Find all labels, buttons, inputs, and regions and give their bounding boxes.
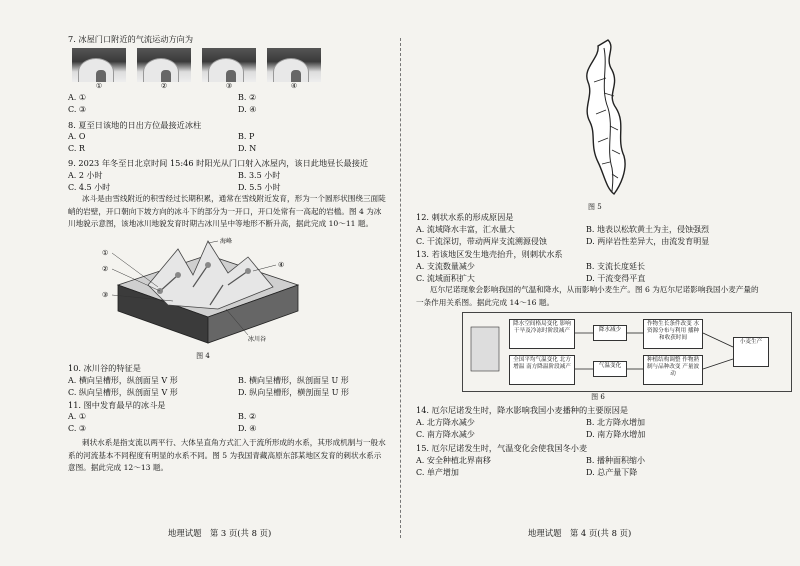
q13-option-a[interactable]: A. 支流数量减少: [416, 262, 475, 271]
q7-option-d[interactable]: D. ④: [238, 105, 257, 114]
q10-option-c[interactable]: C. 纵向呈槽形，纵剖面呈 V 形: [68, 388, 178, 397]
q7-options-row1: [68, 92, 386, 104]
drainage-map: [546, 38, 666, 198]
q7-option-a[interactable]: A. ①: [68, 93, 87, 102]
figure-5: [416, 34, 780, 211]
q15-option-b[interactable]: B. 播种面积缩小: [586, 456, 645, 465]
figure-6-caption: 图 6: [591, 393, 605, 401]
fig4-label-3: ③: [102, 291, 109, 299]
q12-option-a[interactable]: A. 流域降水丰富，汇水量大: [416, 225, 515, 234]
q9-option-c[interactable]: C. 4.5 小时: [68, 183, 111, 192]
q14-option-b[interactable]: B. 北方降水增加: [586, 418, 645, 427]
fig6-box-structure: 种植结构调整 作物熟制与品种改变 产量波动: [643, 355, 703, 385]
fig4-label-4: ④: [278, 261, 285, 269]
question-7: 7. 冰屋门口附近的气流运动方向为: [68, 34, 194, 44]
igloo-photo-1: ①: [72, 48, 126, 91]
fig4-label-2: ②: [102, 265, 109, 273]
q14-option-d[interactable]: D. 南方降水增加: [586, 430, 646, 439]
q9-option-d[interactable]: D. 5.5 小时: [238, 183, 281, 192]
q14-option-a[interactable]: A. 北方降水减少: [416, 418, 475, 427]
question-15: 15. 厄尔尼诺发生时，气温变化会使我国冬小麦: [416, 443, 588, 453]
q12-option-c[interactable]: C. 干流深切，带动两岸支流溯源侵蚀: [416, 237, 547, 246]
fig6-box-wheat: 小麦生产: [733, 337, 769, 367]
passage-glacier: 冰斗是由雪线附近的积雪经过长期积累，通常在雪线附近发育，形为一个圆形状围绕三面陡峭的岩壁，开口朝向下坡方向的冰斗下的部分为一开口，开口处常有一高起的岩槛。图 4 为冰川地貌示意图，该地冰川地貌发育时期古冰川呈中等地形不断升高，据此完成 10～11 题。: [68, 194, 386, 228]
fig6-box-growth: 作物生长条件改变 水资源分布与利用 播种和收获时间: [643, 319, 703, 349]
q13-option-d[interactable]: D. 干流变得平直: [586, 274, 646, 283]
question-8: 8. 夏至日该地的日出方位最接近冰柱: [68, 120, 202, 130]
right-page: [400, 0, 800, 566]
fig6-box-precip-down: 降水减少: [593, 325, 627, 341]
footer-page-4: 地理试题 第 4 页(共 8 页): [528, 528, 632, 538]
q11-option-d[interactable]: D. ④: [238, 424, 257, 433]
question-9: 9. 2023 年冬至日北京时间 15:46 时阳光从门口射入冰屋内，该日此地昼长最接近: [68, 158, 369, 168]
footer-page-3: 地理试题 第 3 页(共 8 页): [168, 528, 272, 538]
fig6-box-temp: 全国平均气温变化 北方增温 南方降温阶段减产: [509, 355, 575, 385]
igloo-photo-4: ④: [267, 48, 321, 91]
question-10: 10. 冰川谷的特征是: [68, 363, 141, 373]
q10-option-b[interactable]: B. 横向呈槽形，纵剖面呈 U 形: [238, 376, 349, 385]
q10-option-d[interactable]: D. 纵向呈槽形，横剖面呈 U 形: [238, 388, 350, 397]
q7-options-row2: [68, 104, 386, 116]
question-13: 13. 若该地区发生地壳抬升，则刺状水系: [416, 249, 563, 259]
fig4-label-peak: 海峰: [220, 238, 233, 245]
q13-option-c[interactable]: C. 流域面积扩大: [416, 274, 475, 283]
q9-option-b[interactable]: B. 3.5 小时: [238, 171, 281, 180]
q12-option-d[interactable]: D. 两岸岩性差异大，由流发育明显: [586, 237, 710, 246]
q7-option-b[interactable]: B. ②: [238, 93, 257, 102]
igloo-photo-3: ③: [202, 48, 256, 91]
q11-option-c[interactable]: C. ③: [68, 424, 87, 433]
glacier-block-diagram: [98, 235, 308, 347]
fig4-label-1: ①: [102, 249, 109, 257]
fig6-box-precip-pattern: 降水空间格局变化 影响干旱及冷冻时阶段减产: [509, 319, 575, 349]
question-11: 11. 图中发育最早的冰斗是: [68, 400, 166, 410]
figure-4-caption: 图 4: [196, 352, 210, 360]
q9-option-a[interactable]: A. 2 小时: [68, 171, 103, 180]
figure-5-caption: 图 5: [588, 203, 602, 211]
q13-option-b[interactable]: B. 支流长度延长: [586, 262, 645, 271]
q10-option-a[interactable]: A. 横向呈槽形，纵剖面呈 V 形: [68, 376, 178, 385]
passage-elnino: 厄尔尼诺现象会影响我国的气温和降水，从而影响小麦生产。图 6 为厄尔尼诺影响我国小麦产量的一条作用关系图。据此完成 14～16 题。: [416, 285, 759, 307]
q15-option-a[interactable]: A. 安全种植北界南移: [416, 456, 491, 465]
figure-6-flowchart: [462, 312, 792, 392]
q15-option-d[interactable]: D. 总产量下降: [586, 468, 638, 477]
q8-option-a[interactable]: A. O: [68, 132, 86, 141]
fig6-box-temp-change: 气温变化: [593, 361, 627, 377]
q11-option-b[interactable]: B. ②: [238, 412, 257, 421]
passage-drainage: 刺状水系是指支流以两平行、大体呈直角方式汇入于流所形成的水系，其形成机制与一般水系的河流基本不同程度有明显的水系不同。图 5 为我国青藏高原东部某地区发育的刺状水系示意图。据此完成 12～13 题。: [68, 438, 386, 472]
q8-option-c[interactable]: C. R: [68, 144, 85, 153]
q12-option-b[interactable]: B. 地表以松软黄土为主，侵蚀强烈: [586, 225, 709, 234]
fig4-label-valley: 冰川谷: [248, 336, 267, 343]
q8-option-d[interactable]: D. N: [238, 144, 257, 153]
fig6-arrows: [463, 313, 793, 393]
q7-option-c[interactable]: C. ③: [68, 105, 87, 114]
q11-option-a[interactable]: A. ①: [68, 412, 87, 421]
q14-option-c[interactable]: C. 南方降水减少: [416, 430, 475, 439]
figure-4-glacier-diagram: [98, 235, 308, 359]
question-14: 14. 厄尔尼诺发生时，降水影响我国小麦播种的主要原因是: [416, 405, 629, 415]
question-12: 12. 刺状水系的形成原因是: [416, 212, 514, 222]
q8-option-b[interactable]: B. P: [238, 132, 255, 141]
igloo-photos: [72, 48, 386, 91]
igloo-photo-2: ②: [137, 48, 191, 91]
q15-option-c[interactable]: C. 单产增加: [416, 468, 459, 477]
